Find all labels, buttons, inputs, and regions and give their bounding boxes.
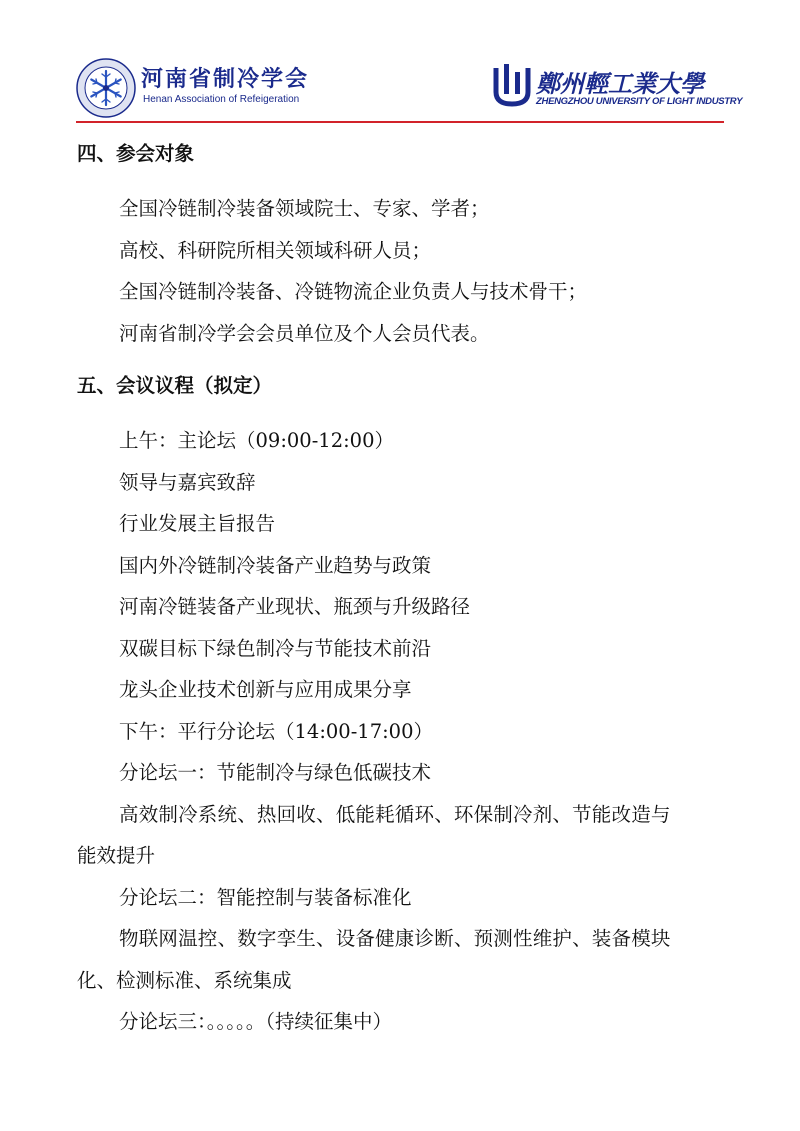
participant-item: 河南省制冷学会会员单位及个人会员代表。 (119, 321, 490, 345)
agenda-item: 领导与嘉宾致辞 (119, 470, 256, 494)
agenda-item: 河南冷链装备产业现状、瓶颈与升级路径 (119, 595, 471, 618)
association-emblem-icon (76, 58, 136, 118)
forum-2-title: 分论坛二：智能控制与装备标准化 (119, 885, 412, 909)
forum-1-description-cont: 能效提升 (77, 844, 156, 867)
association-name-cn: 河南省制冷学会 (141, 67, 310, 92)
agenda-item: 行业发展主旨报告 (119, 512, 276, 535)
page-header (0, 0, 800, 128)
forum-2-description-cont: 化、检测标准、系统集成 (77, 968, 292, 992)
section-heading-participants: 四、参会对象 (77, 142, 195, 165)
university-logo-icon (492, 62, 532, 108)
agenda-item: 双碳目标下绿色制冷与节能技术前沿 (119, 636, 432, 660)
association-name-en: Henan Association of Refeigeration (143, 94, 300, 105)
document-body (77, 134, 725, 1043)
agenda-item: 龙头企业技术创新与应用成果分享 (119, 678, 412, 701)
agenda-item: 国内外冷链制冷装备产业趋势与政策 (119, 553, 432, 577)
agenda-afternoon-title: 下午：平行分论坛（14:00-17:00） (119, 719, 433, 743)
participant-item: 全国冷链制冷装备领域院士、专家、学者； (119, 197, 490, 220)
agenda-morning-title: 上午：主论坛（09:00-12:00） (119, 429, 394, 452)
forum-1-description: 高效制冷系统、热回收、低能耗循环、环保制冷剂、节能改造与 (119, 802, 671, 826)
section-heading-agenda: 五、会议议程（拟定） (77, 374, 273, 397)
participant-item: 全国冷链制冷装备、冷链物流企业负责人与技术骨干； (119, 280, 588, 303)
forum-1-title: 分论坛一：节能制冷与绿色低碳技术 (119, 761, 432, 784)
participant-item: 高校、科研院所相关领域科研人员； (119, 238, 432, 262)
university-name-cn: 鄭州輕工業大學 (536, 69, 704, 98)
forum-3-title: 分论坛三：。。。。。（持续征集中） (119, 1010, 393, 1033)
university-name-en: ZHENGZHOU UNIVERSITY OF LIGHT INDUSTRY (536, 96, 743, 107)
header-divider (76, 121, 724, 123)
forum-2-description: 物联网温控、数字孪生、设备健康诊断、预测性维护、装备模块 (119, 927, 671, 950)
